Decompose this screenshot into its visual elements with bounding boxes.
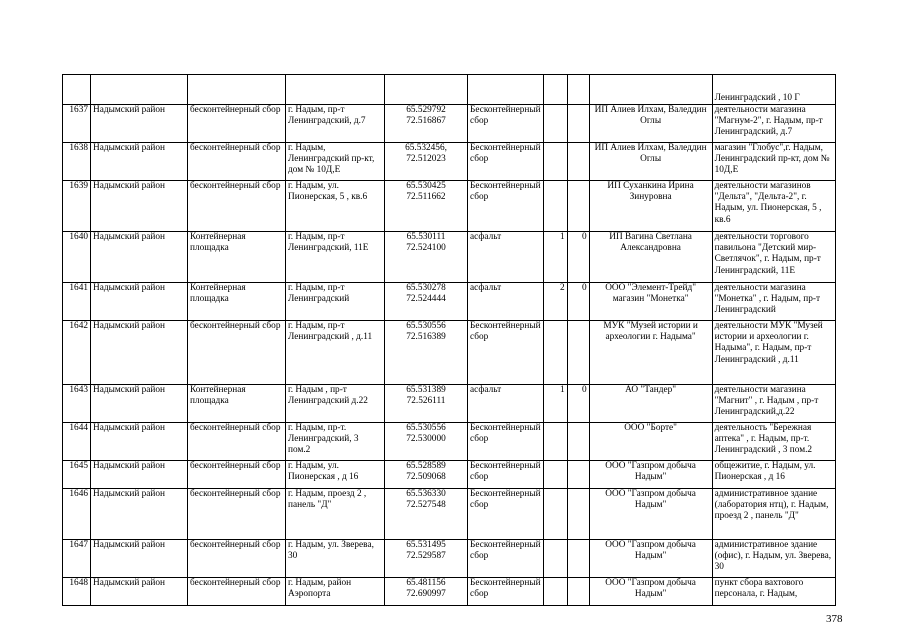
cell-address: г. Надым, пр-т Ленинградский , д.11 — [286, 321, 385, 385]
table-row — [63, 321, 836, 385]
cell-collection-type: бесконтейнерный сбор — [188, 423, 286, 461]
cell-purpose: деятельности торгового павильона "Детский мир-Светлячок", г. Надым, пр-т Ленинградский, 11Е — [712, 232, 835, 283]
cell-coordinates: 65.481156 72.690997 — [385, 578, 468, 606]
cell-purpose: деятельности магазина "Магнит" , г. Надым , пр-т Ленинградский,д.22 — [712, 385, 835, 423]
cell-district: Надымский район — [91, 283, 188, 321]
table-row — [63, 105, 836, 143]
cell-number: 1648 — [63, 578, 91, 606]
cell-owner: ООО "Газпром добыча Надым" — [589, 578, 712, 606]
cell-collection-type: Контейнерная площадка — [188, 283, 286, 321]
cell-count-1: 1 — [543, 232, 567, 283]
cell-address: г. Надым, ул. Пионерская , д 16 — [286, 461, 385, 489]
cell-count-2 — [567, 105, 589, 143]
table-row — [63, 578, 836, 606]
cell-district: Надымский район — [91, 143, 188, 181]
cell-count-1 — [543, 75, 567, 105]
cell-number: 1644 — [63, 423, 91, 461]
page-number: 378 — [826, 613, 843, 625]
cell-count-1 — [543, 578, 567, 606]
cell-district: Надымский район — [91, 423, 188, 461]
cell-owner: АО "Тандер" — [589, 385, 712, 423]
cell-owner: ООО "Борте" — [589, 423, 712, 461]
cell-owner: ООО "Элемент-Трейд" магазин "Монетка" — [589, 283, 712, 321]
cell-district: Надымский район — [91, 578, 188, 606]
cell-collection-type: бесконтейнерный сбор — [188, 540, 286, 578]
cell-count-2: 0 — [567, 232, 589, 283]
cell-count-2 — [567, 321, 589, 385]
cell-district: Надымский район — [91, 232, 188, 283]
cell-purpose: административное здание (офис), г. Надым, ул. Зверева, 30 — [712, 540, 835, 578]
cell-address — [286, 75, 385, 105]
cell-collection-type: бесконтейнерный сбор — [188, 181, 286, 232]
cell-count-1 — [543, 181, 567, 232]
cell-purpose: магазин "Глобус",г. Надым, Ленинградский пр-кт, дом № 10Д,Е — [712, 143, 835, 181]
cell-coordinates: 65.531495 72.529587 — [385, 540, 468, 578]
cell-district: Надымский район — [91, 385, 188, 423]
cell-collection-type: бесконтейнерный сбор — [188, 578, 286, 606]
cell-number: 1639 — [63, 181, 91, 232]
cell-coordinates: 65.536330 72.527548 — [385, 489, 468, 540]
cell-count-1 — [543, 143, 567, 181]
cell-coordinates: 65.530556 72.516389 — [385, 321, 468, 385]
cell-count-2: 0 — [567, 283, 589, 321]
table-row — [63, 143, 836, 181]
cell-coordinates — [385, 75, 468, 105]
table-row — [63, 283, 836, 321]
cell-number: 1646 — [63, 489, 91, 540]
cell-number: 1647 — [63, 540, 91, 578]
cell-owner: ООО "Газпром добыча Надым" — [589, 489, 712, 540]
registry-table-body — [63, 75, 836, 606]
cell-number: 1638 — [63, 143, 91, 181]
cell-purpose: деятельности магазина "Монетка" , г. Надым, пр-т Ленинградский — [712, 283, 835, 321]
cell-collection-type: бесконтейнерный сбор — [188, 489, 286, 540]
cell-number — [63, 75, 91, 105]
cell-number: 1643 — [63, 385, 91, 423]
cell-address: г. Надым , пр-т Ленинградский д.22 — [286, 385, 385, 423]
cell-surface: Бесконтейнерный сбор — [468, 423, 544, 461]
cell-coordinates: 65.530278 72.524444 — [385, 283, 468, 321]
cell-district: Надымский район — [91, 489, 188, 540]
cell-number: 1642 — [63, 321, 91, 385]
cell-address: г. Надым, пр-т Ленинградский, 11Е — [286, 232, 385, 283]
cell-purpose: Ленинградский , 10 Г — [712, 75, 835, 105]
cell-surface: Бесконтейнерный сбор — [468, 489, 544, 540]
cell-count-2 — [567, 578, 589, 606]
cell-owner: ООО "Газпром добыча Надым" — [589, 540, 712, 578]
cell-number: 1637 — [63, 105, 91, 143]
cell-count-2 — [567, 75, 589, 105]
cell-district — [91, 75, 188, 105]
cell-count-2 — [567, 489, 589, 540]
table-row — [63, 489, 836, 540]
table-row — [63, 385, 836, 423]
cell-surface — [468, 75, 544, 105]
cell-purpose: деятельности магазина "Магнум-2", г. Надым, пр-т Ленинградский, д.7 — [712, 105, 835, 143]
cell-number: 1645 — [63, 461, 91, 489]
cell-surface: асфальт — [468, 283, 544, 321]
cell-surface: Бесконтейнерный сбор — [468, 578, 544, 606]
cell-owner: ИП Суханкина Ирина Зинуровна — [589, 181, 712, 232]
cell-address: г. Надым, пр-т. Ленинградский, 3 пом.2 — [286, 423, 385, 461]
cell-coordinates: 65.529792 72.516867 — [385, 105, 468, 143]
cell-count-2 — [567, 143, 589, 181]
cell-address: г. Надым, ул. Зверева, 30 — [286, 540, 385, 578]
cell-surface: Бесконтейнерный сбор — [468, 321, 544, 385]
cell-owner: ИП Алиев Илхам, Валеддин Оглы — [589, 143, 712, 181]
cell-surface: асфальт — [468, 385, 544, 423]
cell-collection-type: бесконтейнерный сбор — [188, 321, 286, 385]
cell-purpose: деятельности МУК "Музей истории и археологии г. Надыма", г. Надым, пр-т Ленинградский , д.11 — [712, 321, 835, 385]
cell-count-1 — [543, 423, 567, 461]
table-row — [63, 232, 836, 283]
cell-address: г. Надым, проезд 2 , панель "Д" — [286, 489, 385, 540]
cell-coordinates: 65.531389 72.526111 — [385, 385, 468, 423]
cell-number: 1641 — [63, 283, 91, 321]
cell-owner — [589, 75, 712, 105]
cell-coordinates: 65.528589 72.509068 — [385, 461, 468, 489]
cell-count-2 — [567, 461, 589, 489]
cell-collection-type — [188, 75, 286, 105]
cell-purpose: деятельности магазинов "Дельта", "Дельта-2", г. Надым, ул. Пионерская, 5 , кв.6 — [712, 181, 835, 232]
cell-count-2: 0 — [567, 385, 589, 423]
cell-surface: асфальт — [468, 232, 544, 283]
cell-collection-type: бесконтейнерный сбор — [188, 105, 286, 143]
cell-count-1 — [543, 461, 567, 489]
cell-owner: ИП Алиев Илхам, Валеддин Оглы — [589, 105, 712, 143]
cell-count-2 — [567, 540, 589, 578]
table-row-continuation — [63, 75, 836, 105]
cell-address: г. Надым, Ленинградский пр-кт, дом № 10Д,Е — [286, 143, 385, 181]
cell-district: Надымский район — [91, 540, 188, 578]
table-row — [63, 423, 836, 461]
cell-coordinates: 65.532456, 72.512023 — [385, 143, 468, 181]
cell-owner: МУК "Музей истории и археологии г. Надыма" — [589, 321, 712, 385]
cell-address: г. Надым, ул. Пионерская, 5 , кв.6 — [286, 181, 385, 232]
cell-collection-type: Контейнерная площадка — [188, 232, 286, 283]
cell-count-1 — [543, 489, 567, 540]
table-row — [63, 181, 836, 232]
cell-collection-type: Контейнерная площадка — [188, 385, 286, 423]
table-row — [63, 461, 836, 489]
cell-address: г. Надым, пр-т Ленинградский, д.7 — [286, 105, 385, 143]
cell-surface: Бесконтейнерный сбор — [468, 143, 544, 181]
cell-collection-type: бесконтейнерный сбор — [188, 143, 286, 181]
cell-purpose: пункт сбора вахтового персонала, г. Надым, — [712, 578, 835, 606]
registry-table — [62, 74, 836, 606]
cell-purpose: административное здание (лаборатория нтц), г. Надым, проезд 2 , панель "Д" — [712, 489, 835, 540]
cell-collection-type: бесконтейнерный сбор — [188, 461, 286, 489]
cell-number: 1640 — [63, 232, 91, 283]
cell-owner: ООО "Газпром добыча Надым" — [589, 461, 712, 489]
cell-surface: Бесконтейнерный сбор — [468, 540, 544, 578]
cell-count-1 — [543, 321, 567, 385]
cell-surface: Бесконтейнерный сбор — [468, 461, 544, 489]
cell-address: г. Надым, район Аэропорта — [286, 578, 385, 606]
cell-surface: Бесконтейнерный сбор — [468, 105, 544, 143]
cell-coordinates: 65.530111 72.524100 — [385, 232, 468, 283]
cell-district: Надымский район — [91, 461, 188, 489]
cell-surface: Бесконтейнерный сбор — [468, 181, 544, 232]
cell-district: Надымский район — [91, 181, 188, 232]
cell-count-1 — [543, 105, 567, 143]
cell-count-2 — [567, 181, 589, 232]
cell-count-1: 1 — [543, 385, 567, 423]
cell-purpose: деятельность "Бережная аптека" , г. Надым, пр-т. Ленинградский , 3 пом.2 — [712, 423, 835, 461]
cell-district: Надымский район — [91, 321, 188, 385]
table-row — [63, 540, 836, 578]
cell-coordinates: 65.530556 72.530000 — [385, 423, 468, 461]
cell-owner: ИП Вагина Светлана Александровна — [589, 232, 712, 283]
cell-count-2 — [567, 423, 589, 461]
cell-count-1 — [543, 540, 567, 578]
cell-count-1: 2 — [543, 283, 567, 321]
cell-district: Надымский район — [91, 105, 188, 143]
cell-address: г. Надым, пр-т Ленинградский — [286, 283, 385, 321]
cell-purpose: общежитие, г. Надым, ул. Пионерская , д 16 — [712, 461, 835, 489]
cell-coordinates: 65.530425 72.511662 — [385, 181, 468, 232]
